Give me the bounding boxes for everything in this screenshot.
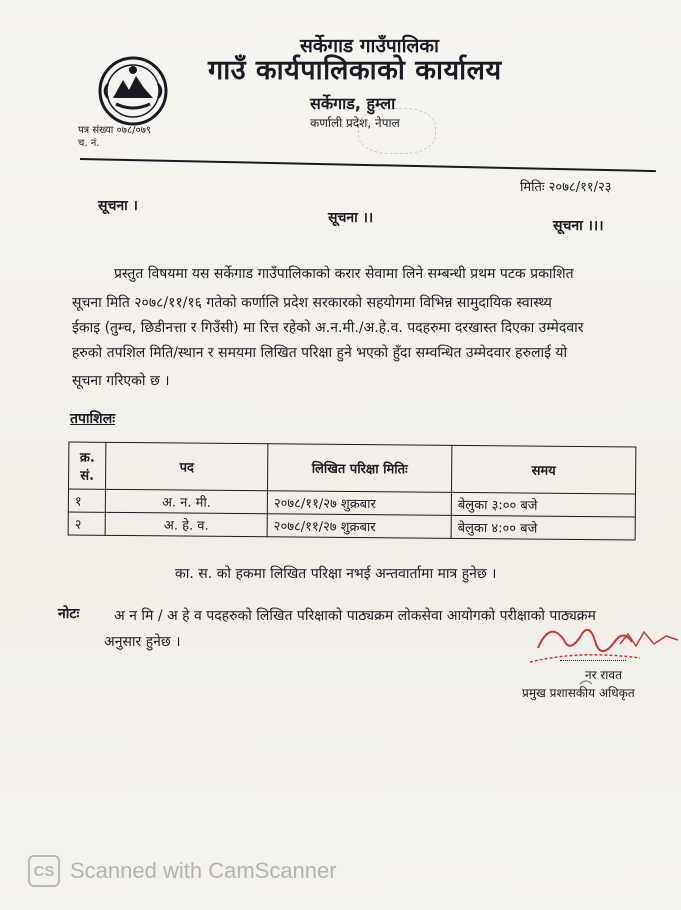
note-text: अ न मि / अ हे व पदहरुको लिखित परिक्षाको पाठ्यक्रम लोकसेवा आयोगको परीक्षाको पाठ्यक्रम [114, 608, 596, 624]
cell-time: बेलुका ३:०० बजे [451, 492, 635, 517]
header-divider [80, 158, 656, 172]
exam-schedule-table [68, 442, 637, 541]
table-header-row [69, 442, 636, 494]
cell-exam-date: २०७८/११/२७ शुक्रबार [267, 491, 451, 516]
reference-number: पत्र संख्या ०७८/०७९ [78, 125, 152, 136]
letter-date: मितिः २०७८/११/२३ [520, 180, 612, 195]
cell-serial: २ [68, 512, 105, 535]
office-place: सर्केगाड, हुम्ला [310, 94, 396, 113]
paragraph-line: प्रस्तुत विषयमा यस सर्केगाड गाउँपालिकाको करार सेवामा लिने सम्बन्धी प्रथम पटक प्रकाशित [114, 266, 574, 282]
cell-time: बेलुका ४:०० बजे [451, 515, 635, 540]
cell-post: अ. न. मी. [105, 489, 267, 513]
header-time: समय [451, 445, 635, 494]
details-label: तपाशिलः [70, 411, 116, 427]
cell-post: अ. हे. व. [105, 512, 267, 536]
camscanner-watermark [28, 856, 337, 886]
header-exam-date: लिखित परिक्षा मितिः [268, 444, 452, 493]
signatory-name: नर रावत [585, 668, 622, 682]
dispatch-number: च. नं. [78, 138, 100, 149]
org-name: सर्केगाड गाउँपालिका [300, 35, 439, 57]
faint-stamp [358, 108, 436, 154]
interview-note: का. स. को हकमा लिखित परिक्षा नभई अन्तवार्तामा मात्र हुनेछ । [175, 566, 497, 582]
camscanner-logo-icon: CS [28, 855, 60, 887]
notice-heading-3: सूचना ।।। [553, 218, 604, 234]
signatory-title: प्रमुख प्रशासकीय अधिकृत [522, 686, 635, 700]
cell-serial: १ [68, 489, 105, 512]
table-row [68, 512, 635, 540]
nepal-emblem-icon [96, 54, 170, 128]
header-serial: क्र. सं. [69, 442, 107, 489]
notice-heading-1: सूचना । [98, 198, 138, 214]
header-post: पद [106, 442, 268, 490]
paragraph-line: ईकाइ (तुम्च, छिडीनत्ता र गिउँसी) मा रित्त रहेको अ.न.मी./अ.हे.व. पदहरुमा दरखास्त दिएका उम्मेदवार [72, 320, 584, 336]
province-line: कर्णाली प्रदेश, नेपाल [310, 116, 400, 130]
paragraph-line: सूचना मिति २०७८/११/१६ गतेको कर्णालि प्रदेश सरकारको सहयोगमा विभिन्न सामुदायिक स्वास्थ्य [72, 295, 552, 311]
office-title: गाउँ कार्यपालिकाको कार्यालय [208, 55, 502, 86]
cell-exam-date: २०७८/११/२७ शुक्रबार [267, 514, 451, 539]
paragraph-line: सूचना गरिएको छ । [72, 373, 170, 389]
note-text-continued: अनुसार हुनेछ । [104, 634, 181, 650]
note-label: नोटः [58, 606, 80, 622]
paragraph-line: हरुको तपशिल मिति/स्थान र समयमा लिखित परिक्षा हुने भएको हुँदा सम्वन्धित उम्मेदवार हरुलाई यो [72, 345, 568, 361]
signature-line [560, 660, 626, 661]
watermark-text: Scanned with CamScanner [70, 858, 337, 883]
notice-heading-2: सूचना ।। [328, 210, 374, 226]
